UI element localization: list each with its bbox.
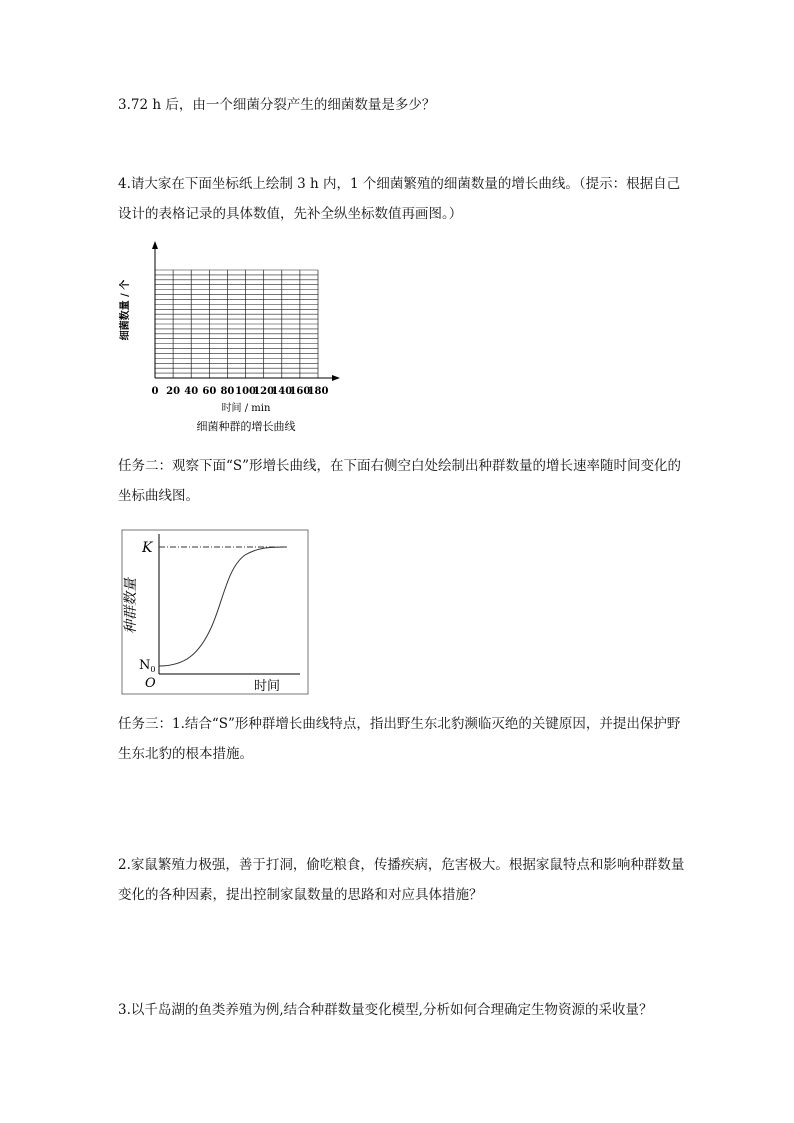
question-3: 3.72 h 后，由一个细菌分裂产生的细菌数量是多少？ [118,97,436,113]
s-growth-curve [159,547,287,666]
origin-label: O [145,676,156,691]
s-curve-figure [115,528,315,698]
task-3-question-1: 任务三：1.结合“S”形种群增长曲线特点，指出野生东北豹濒临灭绝的关键原因，并提出保护野生东北豹的根本措施。 [118,716,681,762]
grid-x-label: 时间 / min [221,403,271,414]
s-x-label: 时间 [253,679,281,694]
x-tick-label: 180 [307,386,329,397]
graph-grid [155,270,318,378]
y-axis-arrow [152,241,158,249]
x-tick-label: 20 [166,386,181,397]
n0-subscript: 0 [150,665,156,674]
x-tick-labels [152,386,329,397]
s-y-label: 种群数量 [123,578,139,634]
n0-label: $N_0$ [139,658,156,674]
x-axis-arrow [332,375,340,381]
grid-y-label: 细菌数量 / 个 [120,279,131,341]
task-2: 任务二：观察下面“S”形增长曲线，在下面右侧空白处绘制出种群数量的增长速率随时间变化的坐标曲线图。 [118,458,682,504]
task-3-question-2: 2.家鼠繁殖力极强，善于打洞，偷吃粮食，传播疾病，危害极大。根据家鼠特点和影响种群数量变化的各种因素，提出控制家鼠数量的思路和对应具体措施？ [118,857,685,903]
question-4: 4.请大家在下面坐标纸上绘制 3 h 内，1 个细菌繁殖的细菌数量的增长曲线。（提示：根据自己设计的表格记录的具体数值，先补全纵坐标数值再画图。） [118,176,681,222]
x-tick-label: 120 [253,386,275,397]
x-tick-label: 100 [235,386,256,397]
x-tick-label: 160 [289,386,311,397]
grid-caption: 细菌种群的增长曲线 [196,420,296,433]
x-tick-label: 60 [202,386,217,397]
x-tick-label: 140 [271,386,293,397]
graph-paper-figure [110,238,350,436]
x-tick-label: 40 [184,386,199,397]
task-3-question-3: 3.以千岛湖的鱼类养殖为例,结合种群数量变化模型,分析如何合理确定生物资源的采收量？ [118,1002,653,1018]
x-tick-label: 0 [151,386,159,397]
k-label: K [142,540,153,556]
x-tick-label: 80 [220,386,235,397]
